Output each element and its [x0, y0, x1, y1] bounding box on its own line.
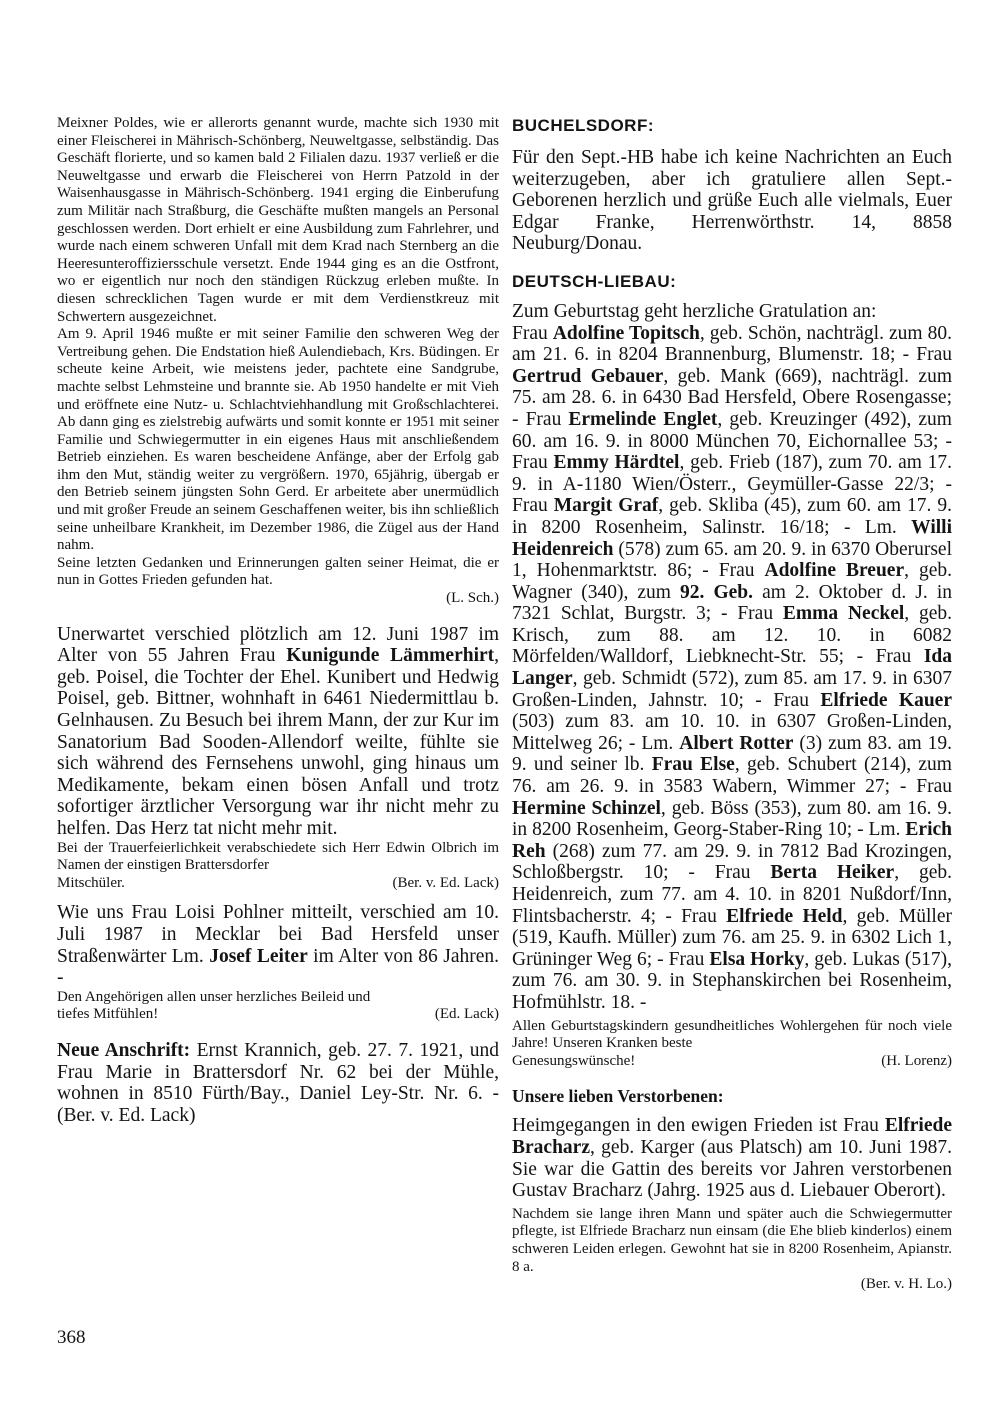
condolence-last-line — [57, 1006, 499, 1024]
obituary-poldes — [57, 115, 499, 608]
birthday-text: , geb. Schön, nachträgl. zum 80. am 21. 6. in 8204 Brannenburg, Blumenstr. 18; - Frau — [512, 322, 953, 366]
section-heading: DEUTSCH-LIEBAU: — [512, 271, 677, 291]
page-number: 368 — [57, 1327, 86, 1348]
birthday-wishes-last-line — [512, 1053, 952, 1071]
birthday-text: , geb. Kreuzinger (492), zum 60. am 16. 9. in 8000 München 70, Eichornallee 53; - Frau — [512, 408, 952, 474]
section-buchelsdorf — [512, 115, 952, 255]
birthday-text: am 2. Oktober d. J. in 7321 Schlat, Burgstr. 3; - Frau — [512, 581, 952, 625]
birthday-text: , geb. Müller (519, Kaufh. Müller) zum 76. am 25. 9. in 6302 Lich 1, Grüninger Weg 6; - Frau — [512, 905, 953, 970]
birthday-text: , geb. Schmidt (572), zum 85. am 17. 9. in 6307 Großen-Linden, Jahnstr. 10; - Frau — [512, 668, 952, 711]
birthday-text: , geb. Böss (353), zum 80. am 16. 9. in 8200 Rosenheim, Georg-Staber-Ring 10; - Lm. — [512, 797, 952, 841]
birthday-person-name: Elsa Horky — [709, 948, 805, 970]
section-intro: Zum Geburtstag geht herzliche Gratulation an: — [512, 300, 877, 322]
obituary-leiter — [57, 902, 499, 1024]
birthday-person-name: Elfriede Held — [726, 905, 843, 927]
deceased-name: Josef Leiter — [209, 945, 308, 967]
birthday-person-name: Emma Neckel — [782, 603, 905, 625]
section-deutsch-liebau — [512, 271, 952, 1070]
funeral-note-end: Mitschüler. — [57, 874, 125, 891]
obituary-paragraph — [57, 624, 499, 840]
deceased-text: Heimgegangen in den ewigen Frieden ist Frau — [512, 1115, 885, 1137]
birthday-person-name: Margit Graf — [553, 495, 659, 517]
new-address-notice — [57, 1040, 499, 1126]
funeral-note: Bei der Trauerfeierlichkeit verabschiedete sich Herr Edwin Olbrich im Namen der einstigen Brattersdorfer — [57, 839, 499, 874]
birthday-text: , geb. Krisch, zum 88. am 12. 10. in 6082 Mörfelden/Walldorf, Liebknecht-Str. 55; - Frau — [512, 603, 952, 668]
right-column — [512, 115, 952, 1294]
left-column — [57, 115, 499, 1126]
birthday-wishes: Allen Geburtstagskindern gesundheitliches Wohlergehen für noch viele Jahre! Unseren Kranken beste — [512, 1017, 952, 1052]
condolence-end: tiefes Mitfühlen! — [57, 1006, 159, 1023]
birthday-text: , geb. Skliba (45), zum 60. am 17. 9. in 8200 Rosenheim, Salinstr. 16/18; - Lm. — [512, 495, 953, 538]
birthday-text: , geb. Mank (669), nachträgl. zum 75. am 28. 6. in 6430 Bad Hersfeld, Obere Rosengasse; - Frau — [512, 365, 952, 430]
birthday-person-name: Adolfine Topitsch — [552, 322, 700, 344]
funeral-note-last-line — [57, 875, 499, 893]
birthday-person-name: Gertrud Gebauer — [512, 365, 664, 387]
birthday-text: (268) zum 77. am 29. 9. in 7812 Bad Krozingen, Schloßbergstr. 10; - Frau — [512, 840, 952, 884]
condolence-text: Den Angehörigen allen unser herzliches Beileid und — [57, 988, 371, 1005]
obituary-text: , geb. Poisel, die Tochter der Ehel. Kunibert und Hedwig Poisel, geb. Bittner, wohnhaft in 6461 Niedermittlau b. Gelnhausen. Zu Besuch bei ihrem Mann, der zur Kur im Sanatorium Bad Sooden-Allendorf weilte, fühlte sie sich während des Fernsehens unwohl, ging hinaus um Medikamente, bekam einen bösen Anfall und trotz sofortiger ärztlicher Versorgung war ihr nicht mehr zu helfen. Das Herz tat nicht mehr mit. — [57, 645, 500, 839]
birthday-person-name: Frau Else — [651, 754, 735, 776]
obituary-text: im Alter von 86 Jahren. - — [57, 945, 500, 989]
deceased-paragraph — [512, 1115, 952, 1201]
birthday-text: (3) zum 83. am 19. 9. und seiner lb. — [512, 732, 952, 776]
birthday-person-name: Ida Langer — [512, 646, 952, 690]
birthday-text: , geb. Schubert (214), zum 76. am 26. 9. in 3583 Wabern, Wimmer 27; - Frau — [512, 754, 952, 798]
deceased-note: Nachdem sie lange ihren Mann und später auch die Schwiegermutter pflegte, ist Elfriede Bracharz nun einsam (die Ehe blieb kinderlos) einem schweren Leiden erlegen. Gewohnt hat sie in 8200 Rosenheim, Apianstr. 8 a. — [512, 1205, 952, 1275]
new-address-label: Neue Anschrift: — [57, 1039, 191, 1061]
birthday-wishes-end: Genesungswünsche! — [512, 1052, 636, 1069]
birthday-list — [512, 323, 952, 1014]
birthday-person-name: Emmy Härdtel — [553, 452, 680, 474]
author-signature: (Ber. v. H. Lo.) — [860, 1276, 952, 1293]
birthday-person-name: Elfriede Kauer — [820, 689, 952, 711]
obituary-laemmerhirt — [57, 624, 499, 893]
birthday-person-name: 92. Geb. — [680, 581, 754, 603]
section-heading: Unsere lieben Verstorbenen: — [512, 1086, 724, 1107]
obituary-paragraph: Meixner Poldes, wie er allerorts genannt wurde, machte sich 1930 mit einer Fleischerei in Mährisch-Schönberg, Neuweltgasse, selbständig. Das Geschäft florierte, und so kamen bald 2 Filialen dazu. 1937 verließ er die Neuweltgasse und erwarb die Fleischerei von Herrn Patzold in der Waisenhausgasse in Mährisch-Schönberg. 1941 erging die Einberufung zum Militär nach Straßburg, die Geschäfte mußten mangels an Personal geschlossen werden. Dort erhielt er eine Ausbildung zum Fahrlehrer, und wurde nach einem schweren Unfall mit dem Krad nach Sternberg an die Heeresunteroffiziersschule versetzt. Ende 1944 ging es an die Ostfront, wo er eigentlich nur noch den ständigen Rückzug erleben mußte. In diesen schrecklichen Tagen wurde er mit dem Verdienstkreuz mit Schwertern ausgezeichnet. — [57, 115, 499, 325]
birthday-person-name: Berta Heiker — [770, 862, 895, 884]
author-signature: (L. Sch.) — [446, 590, 499, 607]
birthday-person-name: Erich Reh — [512, 819, 952, 862]
birthday-text: , geb. Lukas (517), zum 76. am 30. 9. in Stephanskirchen bei Rosenheim, Hofmühlstr. 18. - — [512, 948, 952, 1013]
author-signature: (Ber. v. Ed. Lack) — [392, 874, 499, 891]
birthday-person-name: Adolfine Breuer — [764, 560, 905, 582]
deceased-name: Kunigunde Lämmerhirt — [286, 645, 495, 667]
birthday-text: , geb. Wagner (340), zum — [512, 560, 952, 603]
birthday-text: (503) zum 83. am 10. 10. in 6307 Großen-Linden, Mittelweg 26; - Lm. — [512, 711, 952, 754]
obituary-text: Unerwartet verschied plötzlich am 12. Juni 1987 im Alter von 55 Jahren Frau — [57, 623, 499, 667]
author-signature: (Ed. Lack) — [434, 1006, 499, 1023]
birthday-text: , geb. Heidenreich, zum 77. am 4. 10. in 8201 Nußdorf/Inn, Flintsbacherstr. 4; - Frau — [512, 862, 952, 927]
birthday-person-name: Willi Heidenreich — [512, 516, 952, 560]
section-deceased — [512, 1086, 952, 1293]
obituary-paragraph: Seine letzten Gedanken und Erinnerungen galten seiner Heimat, die er nun in Gottes Frieden gefunden hat. — [57, 554, 499, 589]
obituary-text: Wie uns Frau Loisi Pohlner mitteilt, verschied am 10. Juli 1987 in Mecklar bei Bad Hersfeld unser Straßenwärter Lm. — [57, 902, 499, 967]
section-heading: BUCHELSDORF: — [512, 116, 654, 135]
obituary-paragraph — [57, 902, 499, 988]
birthday-person-name: Hermine Schinzel — [512, 797, 661, 819]
birthday-text: (578) zum 65. am 20. 9. in 6370 Oberursel 1, Hohenmarktstr. 86; - Frau — [512, 538, 952, 582]
deceased-name: Elfriede Bracharz — [512, 1115, 952, 1158]
birthday-person-name: Ermelinde Englet — [568, 408, 718, 430]
birthday-person-name: Albert Rotter — [679, 732, 794, 754]
deceased-text: , geb. Karger (aus Platsch) am 10. Juni 1987. Sie war die Gattin des bereits vor Jahren verstorbenen Gustav Bracharz (Jahrg. 1925 aus d. Liebauer Oberort). — [512, 1136, 952, 1202]
birthday-text: Frau — [512, 322, 553, 344]
section-text: Für den Sept.-HB habe ich keine Nachrichten an Euch weiterzugeben, aber ich gratuliere allen Sept.-Geborenen herzlich und grüße Euch alle vielmals, Euer Edgar Franke, Herrenwörthstr. 14, 8858 Neuburg/Donau. — [512, 147, 952, 255]
new-address-text: Ernst Krannich, geb. 27. 7. 1921, und Frau Marie in Brattersdorf Nr. 62 bei der Mühle, wohnen in 8510 Fürth/Bay., Daniel Ley-Str. Nr. 6. - (Ber. v. Ed. Lack) — [57, 1039, 499, 1126]
birthday-text: , geb. Frieb (187), zum 70. am 17. 9. in A-1180 Wien/Österr., Geymüller-Gasse 22/3; - Frau — [512, 452, 953, 517]
author-signature: (H. Lorenz) — [881, 1052, 952, 1069]
obituary-paragraph: Am 9. April 1946 mußte er mit seiner Familie den schweren Weg der Vertreibung gehen. Die Endstation hieß Aulendiebach, Krs. Büdingen. Er scheute keine Arbeit, wie meistens jeder, pachtete eine Sandgrube, machte selbst Lehmsteine und brannte sie. Ab 1950 handelte er mit Vieh und eröffnete eine Nutz- u. Schlachtviehhandlung mit Großschlachterei. Ab dann ging es zielstrebig aufwärts und somit konnte er 1951 mit seiner Familie und Schwiegermutter in ein eigenes Haus mit anschließendem Betrieb einziehen. Es waren bescheidene Anfänge, aber der Erfolg gab ihm den Mut, ständig weiter zu vergrößern. 1970, 65jährig, übergab er den Betrieb seinem jüngsten Sohn Gerd. Er arbeitete aber unermüdlich und mit großer Freude an seinem Geschaffenen weiter, bis ihn schließlich seine unheilbare Krankheit, im Dezember 1986, die Zügel aus der Hand nahm. — [57, 326, 499, 554]
